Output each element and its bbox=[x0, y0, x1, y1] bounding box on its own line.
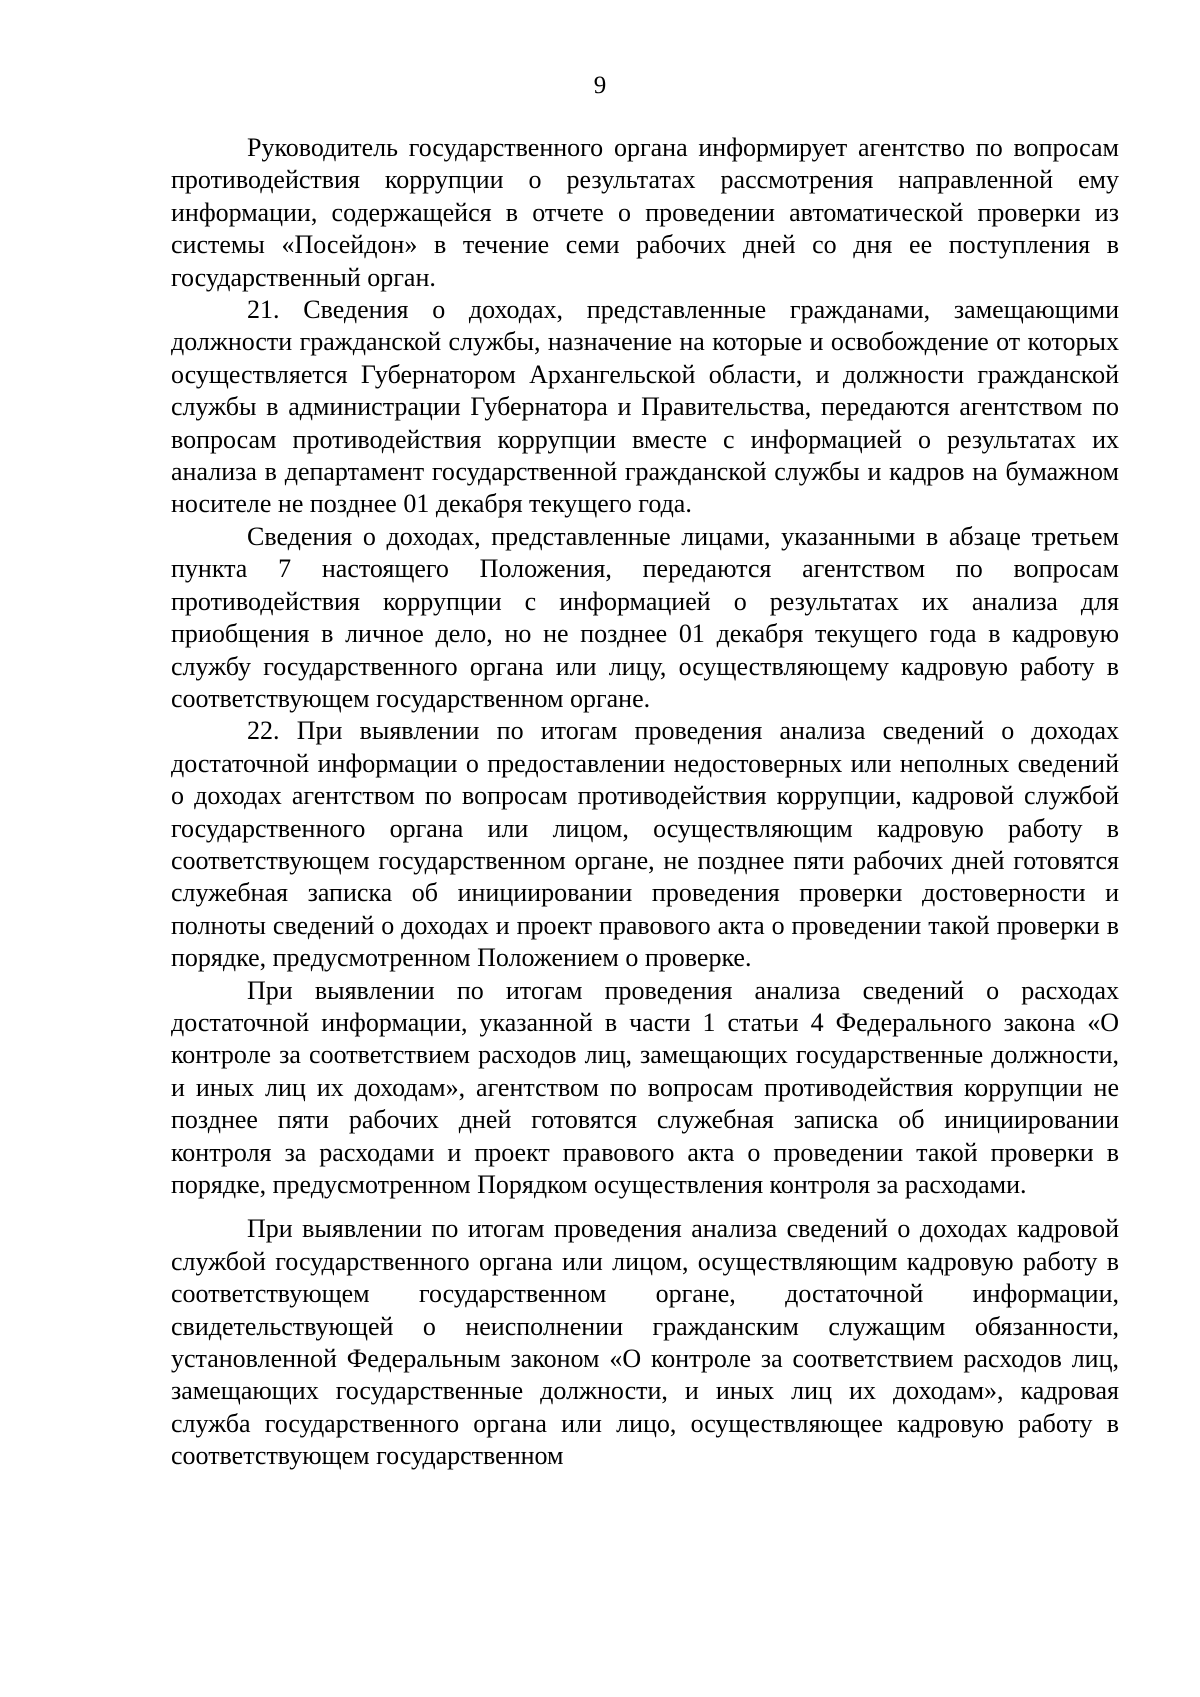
page-number: 9 bbox=[593, 72, 607, 99]
paragraph-item-22-expenses: При выявлении по итогам проведения анализа сведений о расходах достаточной информации, указанной в части 1 статьи 4 Федерального закона «О контроле за соответствием расходов лиц, замещающих государственные должности, и иных лиц их доходам», агентством по вопросам противодействия коррупции не позднее пяти рабочих дней готовятся служебная записка об инициировании контроля за расходами и проект правового акта о проведении такой проверки в порядке, предусмотренном Порядком осуществления контроля за расходами. bbox=[171, 975, 1119, 1199]
paragraph-item-21: 21. Сведения о доходах, представленные гражданами, замещающими должности гражданской службы, назначение на которые и освобождение от которых осуществляется Губернатором Архангельской области, и должности гражданской службы в администрации Губернатора и Правительства, передаются агентством по вопросам противодействия коррупции вместе с информацией о результатах их анализа в департамент государственной гражданской службы и кадров на бумажном носителе не позднее 01 декабря текущего года. bbox=[171, 295, 1119, 519]
paragraph-agency-informing: Руководитель государственного органа информирует агентство по вопросам противодействия коррупции о результатах рассмотрения направленной ему информации, содержащейся в отчете о проведении автоматической проверки из системы «Посейдон» в течение семи рабочих дней со дня ее поступления в государственный орган. bbox=[171, 133, 1119, 292]
paragraph-item-21-income-transfer: Сведения о доходах, представленные лицами, указанными в абзаце третьем пункта 7 настоящего Положения, передаются агентством по вопросам противодействия коррупции с информацией о результатах их анализа для приобщения в личное дело, но не позднее 01 декабря текущего года в кадровую службу государственного органа или лицу, осуществляющему кадровую работу в соответствующем государственном органе. bbox=[171, 521, 1119, 713]
paragraph-item-22-hr-service: При выявлении по итогам проведения анализа сведений о доходах кадровой службой государственного органа или лицом, осуществляющим кадровую работу в соответствующем государственном органе, достаточной информации, свидетельствующей о неисполнении гражданским служащим обязанности, установленной Федеральным законом «О контроле за соответствием расходов лиц, замещающих государственные должности, и иных лиц их доходам», кадровая служба государственного органа или лицо, осуществляющее кадровую работу в соответствующем государственном bbox=[171, 1214, 1119, 1471]
paragraph-item-22: 22. При выявлении по итогам проведения анализа сведений о доходах достаточной информации о предоставлении недостоверных или неполных сведений о доходах агентством по вопросам противодействия коррупции, кадровой службой государственного органа или лицом, осуществляющим кадровую работу в соответствующем государственном органе, не позднее пяти рабочих дней готовятся служебная записка об инициировании проведения проверки достоверности и полноты сведений о доходах и проект правового акта о проведении такой проверки в порядке, предусмотренном Положением о проверке. bbox=[171, 716, 1119, 973]
document-body bbox=[171, 132, 1119, 1473]
